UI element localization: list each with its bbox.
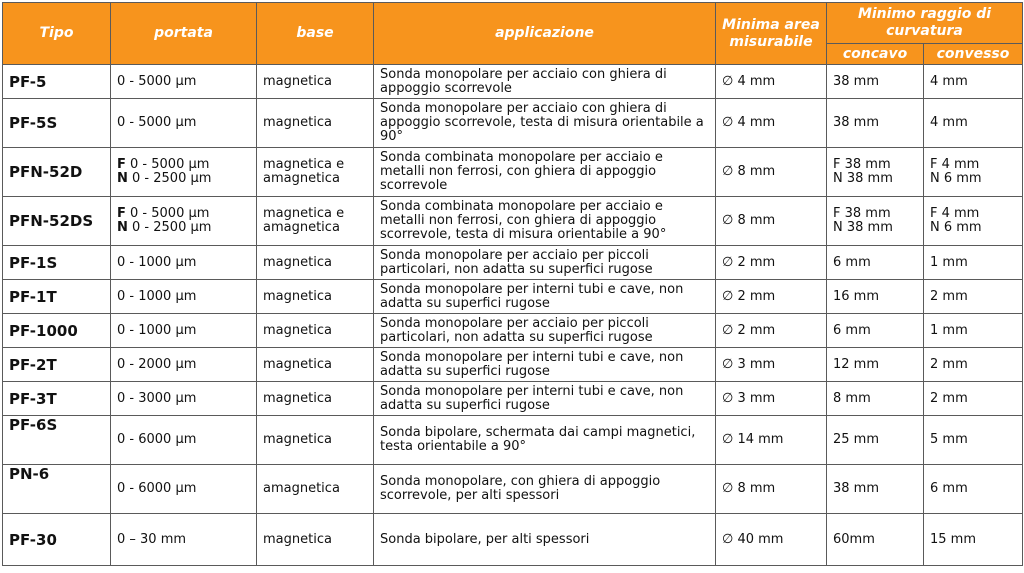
cell-applicazione: Sonda monopolare, con ghiera di appoggio scorrevole, per alti spessori [374,465,716,514]
cell-tipo: PF-5S [3,99,111,148]
cell-tipo: PF-2T [3,348,111,382]
cell-base: magnetica [257,416,374,465]
cell-base: magnetica [257,99,374,148]
cell-area: ∅ 8 mm [716,148,827,197]
cell-tipo: PF-1000 [3,314,111,348]
cell-convesso: 2 mm [924,348,1023,382]
cell-applicazione: Sonda bipolare, schermata dai campi magnetici, testa orientabile a 90° [374,416,716,465]
cell-base: magnetica [257,314,374,348]
header-applicazione: applicazione [374,3,716,65]
header-area: Minima area misurabile [716,3,827,65]
cell-applicazione: Sonda monopolare per interni tubi e cave, non adatta su superfici rugose [374,348,716,382]
header-tipo: Tipo [3,3,111,65]
cell-portata: 0 - 6000 µm [111,416,257,465]
header-convesso: convesso [924,44,1023,65]
portata-n: 0 - 2500 µm [132,171,212,186]
cell-base: magnetica e amagnetica [257,148,374,197]
portata-f: 0 - 5000 µm [130,157,210,172]
cell-area: ∅ 2 mm [716,314,827,348]
cell-area: ∅ 3 mm [716,382,827,416]
cell-portata: 0 - 1000 µm [111,246,257,280]
portata-n: 0 - 2500 µm [132,220,212,235]
concavo-f: F 38 mm [833,206,891,221]
header-portata: portata [111,3,257,65]
cell-portata: 0 – 30 mm [111,514,257,566]
cell-concavo: 38 mm [827,65,924,99]
cell-applicazione: Sonda combinata monopolare per acciaio e metalli non ferrosi, con ghiera di appoggio scorrevole [374,148,716,197]
prefix-n: N [117,171,128,186]
cell-tipo: PF-30 [3,514,111,566]
cell-convesso: 5 mm [924,416,1023,465]
cell-portata: 0 - 6000 µm [111,465,257,514]
cell-concavo: 38 mm [827,99,924,148]
header-raggio: Minimo raggio di curvatura [827,3,1023,44]
cell-tipo: PF-3T [3,382,111,416]
cell-applicazione: Sonda monopolare per interni tubi e cave, non adatta su superfici rugose [374,280,716,314]
cell-concavo [827,197,924,246]
prefix-f: F [117,206,126,221]
cell-portata [111,148,257,197]
cell-base: magnetica [257,65,374,99]
portata-f: 0 - 5000 µm [130,206,210,221]
table-row [3,465,1023,514]
cell-tipo: PF-1S [3,246,111,280]
cell-convesso: 2 mm [924,382,1023,416]
cell-area: ∅ 2 mm [716,280,827,314]
table-row [3,314,1023,348]
cell-base: amagnetica [257,465,374,514]
cell-portata: 0 - 1000 µm [111,280,257,314]
cell-tipo: PF-1T [3,280,111,314]
cell-applicazione: Sonda combinata monopolare per acciaio e metalli non ferrosi, con ghiera di appoggio scorrevole, testa di misura orientabile a 90° [374,197,716,246]
cell-concavo: 16 mm [827,280,924,314]
cell-area: ∅ 4 mm [716,99,827,148]
cell-applicazione: Sonda monopolare per acciaio con ghiera di appoggio scorrevole [374,65,716,99]
cell-portata: 0 - 1000 µm [111,314,257,348]
cell-area: ∅ 40 mm [716,514,827,566]
cell-applicazione: Sonda monopolare per acciaio per piccoli particolari, non adatta su superfici rugose [374,246,716,280]
convesso-f: F 4 mm [930,157,980,172]
table-row [3,148,1023,197]
cell-applicazione: Sonda monopolare per interni tubi e cave, non adatta su superfici rugose [374,382,716,416]
cell-base: magnetica [257,348,374,382]
concavo-n: N 38 mm [833,171,893,186]
cell-concavo: 6 mm [827,314,924,348]
header-base: base [257,3,374,65]
cell-concavo: 6 mm [827,246,924,280]
cell-convesso: 4 mm [924,65,1023,99]
cell-base: magnetica e amagnetica [257,197,374,246]
convesso-n: N 6 mm [930,171,982,186]
convesso-f: F 4 mm [930,206,980,221]
concavo-n: N 38 mm [833,220,893,235]
table-row [3,348,1023,382]
cell-area: ∅ 8 mm [716,197,827,246]
cell-tipo: PFN-52DS [3,197,111,246]
cell-tipo: PN-6 [3,465,111,514]
cell-base: magnetica [257,514,374,566]
table-row [3,65,1023,99]
cell-applicazione: Sonda monopolare per acciaio per piccoli particolari, non adatta su superfici rugose [374,314,716,348]
header-concavo: concavo [827,44,924,65]
cell-area: ∅ 14 mm [716,416,827,465]
prefix-f: F [117,157,126,172]
probe-spec-table [2,2,1023,566]
cell-convesso [924,148,1023,197]
cell-concavo: 25 mm [827,416,924,465]
cell-tipo: PF-6S [3,416,111,465]
cell-portata: 0 - 2000 µm [111,348,257,382]
cell-base: magnetica [257,246,374,280]
cell-concavo [827,148,924,197]
table-row [3,382,1023,416]
cell-base: magnetica [257,280,374,314]
cell-applicazione: Sonda bipolare, per alti spessori [374,514,716,566]
concavo-f: F 38 mm [833,157,891,172]
cell-convesso: 1 mm [924,246,1023,280]
cell-applicazione: Sonda monopolare per acciaio con ghiera di appoggio scorrevole, testa di misura orientabile a 90° [374,99,716,148]
cell-concavo: 8 mm [827,382,924,416]
cell-convesso: 6 mm [924,465,1023,514]
cell-area: ∅ 4 mm [716,65,827,99]
table-row [3,99,1023,148]
table-row [3,246,1023,280]
table-row [3,280,1023,314]
cell-portata: 0 - 5000 µm [111,65,257,99]
cell-portata: 0 - 5000 µm [111,99,257,148]
cell-portata [111,197,257,246]
table-row [3,197,1023,246]
cell-convesso: 1 mm [924,314,1023,348]
cell-area: ∅ 8 mm [716,465,827,514]
table-row [3,416,1023,465]
cell-base: magnetica [257,382,374,416]
cell-concavo: 38 mm [827,465,924,514]
cell-tipo: PF-5 [3,65,111,99]
cell-portata: 0 - 3000 µm [111,382,257,416]
prefix-n: N [117,220,128,235]
cell-area: ∅ 3 mm [716,348,827,382]
cell-convesso: 4 mm [924,99,1023,148]
convesso-n: N 6 mm [930,220,982,235]
table-row [3,514,1023,566]
cell-tipo: PFN-52D [3,148,111,197]
cell-convesso [924,197,1023,246]
cell-concavo: 60mm [827,514,924,566]
cell-concavo: 12 mm [827,348,924,382]
cell-convesso: 15 mm [924,514,1023,566]
cell-convesso: 2 mm [924,280,1023,314]
cell-area: ∅ 2 mm [716,246,827,280]
